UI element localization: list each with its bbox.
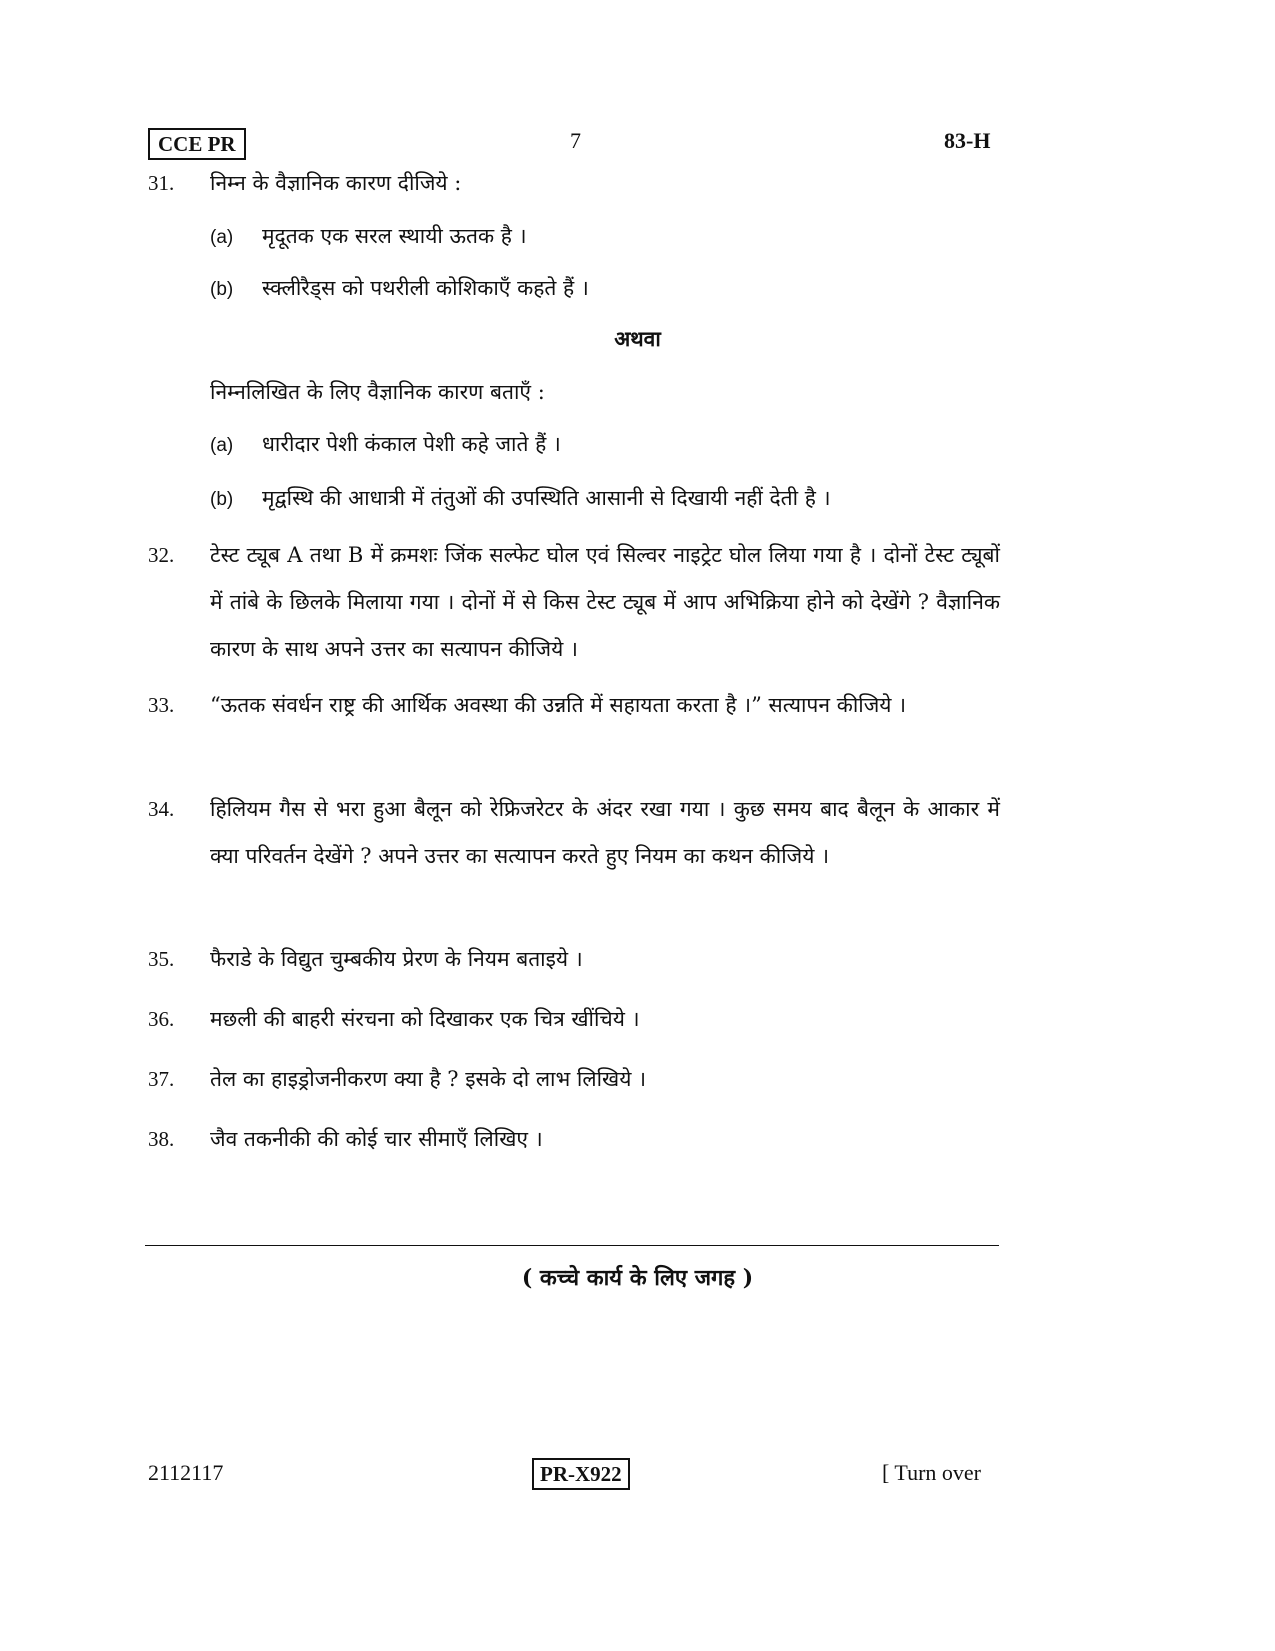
question-text: “ऊतक संवर्धन राष्ट्र की आर्थिक अवस्था की उन्नति में सहायता करता है ।” सत्यापन कीजिये । (210, 693, 907, 717)
q31-alt-stem: निम्नलिखित के लिए वैज्ञानिक कारण बताएँ : (210, 380, 545, 404)
question-text: तेल का हाइड्रोजनीकरण क्या है ? इसके दो लाभ लिखिये । (210, 1067, 647, 1091)
header-right-code: 83-H (944, 128, 991, 153)
question-number: 31. (148, 171, 175, 195)
part-text: मृदूतक एक सरल स्थायी ऊतक है । (262, 224, 527, 248)
question-32 (148, 532, 1008, 673)
question-35 (148, 936, 1008, 983)
part-text: मृद्वस्थि की आधात्री में तंतुओं की उपस्थिति आसानी से दिखायी नहीं देती है । (262, 486, 831, 510)
or-separator: अथवा (614, 326, 661, 351)
question-text: हिलियम गैस से भरा हुआ बैलून को रेफ्रिजरेटर के अंदर रखा गया । कुछ समय बाद बैलून के आकार में क्या परिवर्तन देखेंगे ? अपने उत्तर का सत्यापन करते हुए नियम का कथन कीजिये । (210, 797, 1000, 868)
question-36 (148, 996, 1008, 1043)
question-33 (148, 682, 1008, 729)
footer-paper-code: PR-X922 (532, 1458, 630, 1490)
q31-alt-part-a (210, 430, 561, 458)
question-number: 35. (148, 947, 175, 971)
part-label: (a) (210, 227, 234, 248)
question-number: 32. (148, 543, 175, 567)
question-text: टेस्ट ट्यूब A तथा B में क्रमशः जिंक सल्फेट घोल एवं सिल्वर नाइट्रेट घोल लिया गया है । दोनों टेस्ट ट्यूबों में तांबे के छिलके मिलाया गया । दोनों में से किस टेस्ट ट्यूब में आप अभिक्रिया होने को देखेंगे ? वैज्ञानिक कारण के साथ अपने उत्तर का सत्यापन कीजिये । (210, 543, 1000, 661)
header-left-code: CCE PR (148, 128, 246, 160)
question-number: 38. (148, 1127, 175, 1151)
question-text: फैराडे के विद्युत चुम्बकीय प्रेरण के नियम बताइये । (210, 947, 583, 971)
page-number: 7 (570, 128, 581, 153)
footer-left-code: 2112117 (148, 1460, 224, 1485)
question-number: 37. (148, 1067, 175, 1091)
question-text: निम्न के वैज्ञानिक कारण दीजिये : (210, 171, 462, 195)
question-37 (148, 1056, 1008, 1103)
rough-work-heading: ( कच्चे कार्य के लिए जगह ) (521, 1265, 754, 1291)
question-38 (148, 1116, 1008, 1163)
q31-alt-part-b (210, 484, 831, 512)
horizontal-rule (145, 1245, 999, 1246)
question-34 (148, 786, 1008, 880)
question-31 (148, 160, 1008, 207)
part-label: (b) (210, 489, 234, 510)
question-number: 33. (148, 693, 175, 717)
part-label: (b) (210, 279, 234, 300)
part-text: धारीदार पेशी कंकाल पेशी कहे जाते हैं । (262, 432, 561, 456)
q31-part-b (210, 274, 589, 302)
part-text: स्क्लीरैड्स को पथरीली कोशिकाएँ कहते हैं । (262, 276, 589, 300)
question-number: 36. (148, 1007, 175, 1031)
footer-turn-over: [ Turn over (882, 1460, 982, 1485)
question-text: जैव तकनीकी की कोई चार सीमाएँ लिखिए । (210, 1127, 543, 1151)
question-number: 34. (148, 797, 175, 821)
q31-part-a (210, 222, 527, 250)
part-label: (a) (210, 435, 234, 456)
question-text: मछली की बाहरी संरचना को दिखाकर एक चित्र खींचिये । (210, 1007, 640, 1031)
